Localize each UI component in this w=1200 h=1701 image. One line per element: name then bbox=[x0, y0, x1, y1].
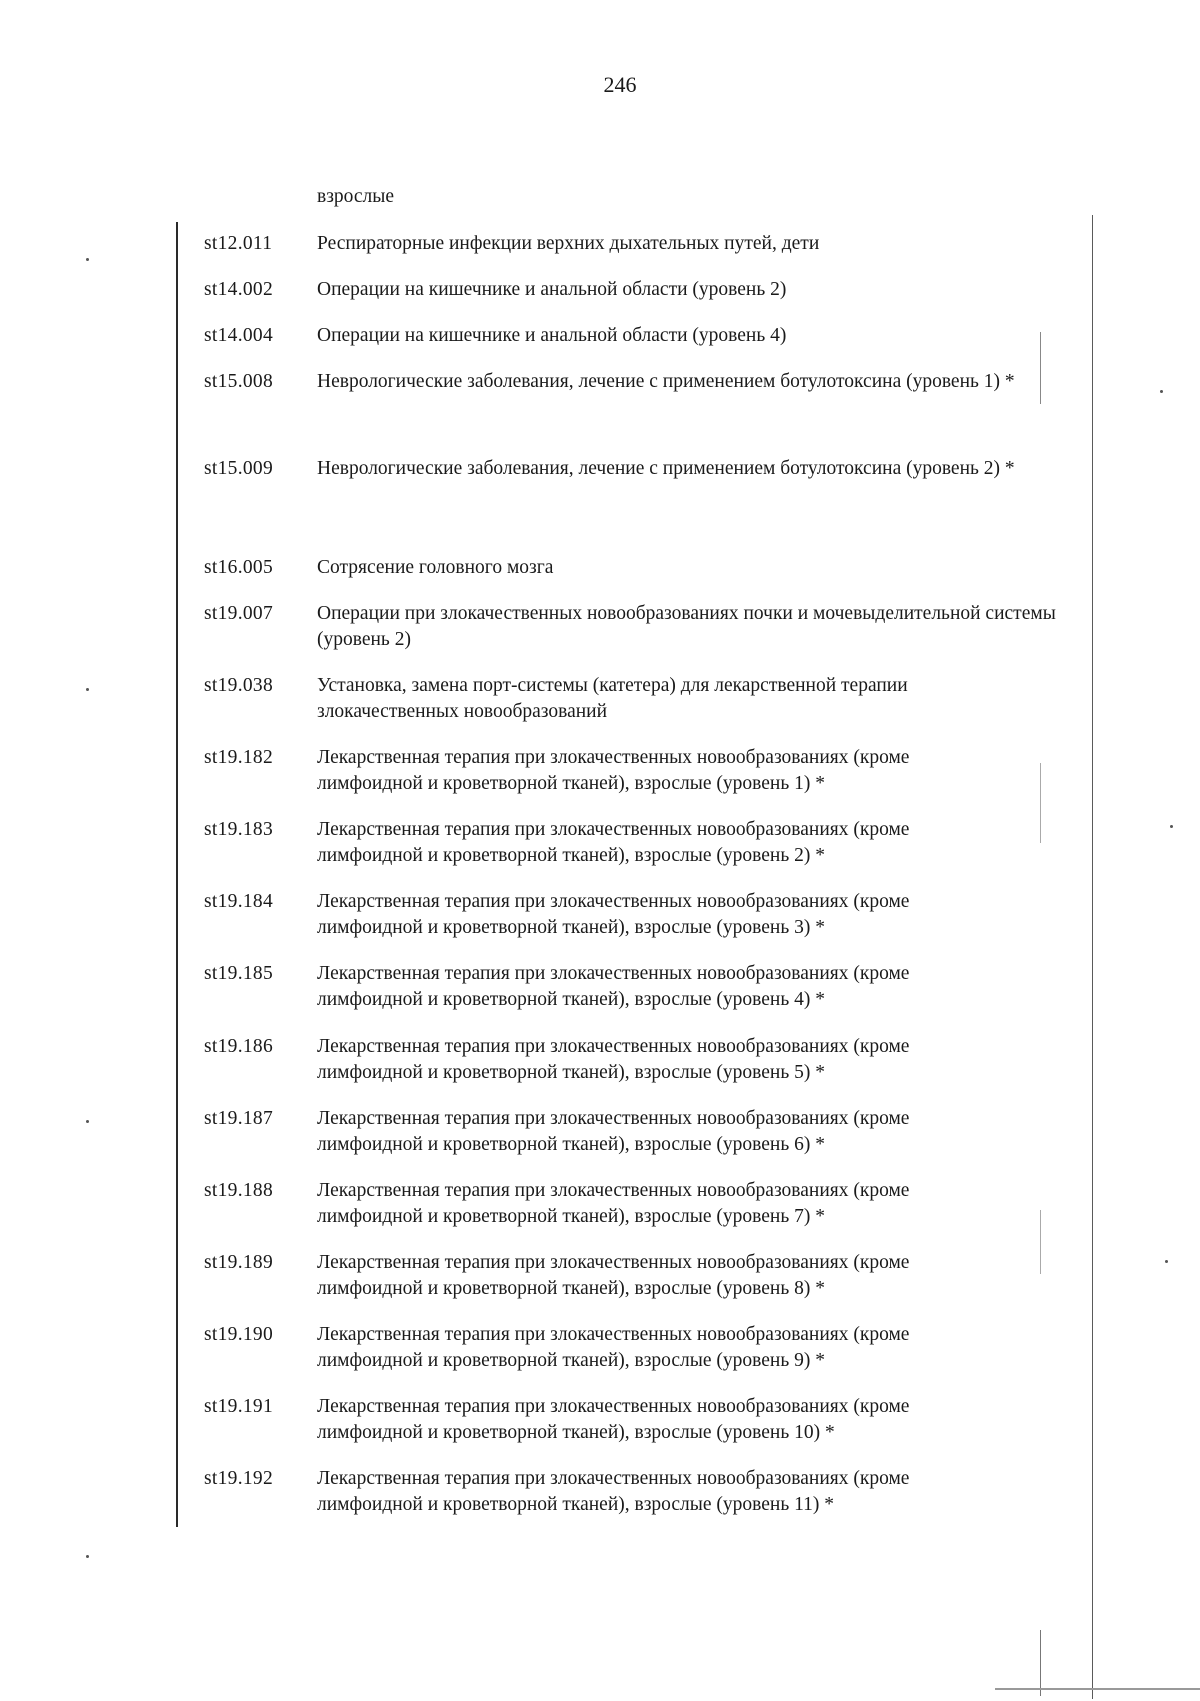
row-code: st14.002 bbox=[204, 279, 274, 300]
row-description: Операции на кишечнике и анальной области (уровень 2) bbox=[317, 279, 787, 300]
row-code: st16.005 bbox=[204, 557, 274, 578]
scan-dot bbox=[86, 688, 89, 691]
row-code: st19.188 bbox=[204, 1180, 274, 1201]
row-code: st14.004 bbox=[204, 325, 274, 346]
scan-mark bbox=[1040, 1630, 1041, 1696]
scan-dot bbox=[86, 258, 89, 261]
row-description: Сотрясение головного мозга bbox=[317, 557, 554, 578]
row-code: st19.189 bbox=[204, 1252, 274, 1273]
scan-mark bbox=[1040, 763, 1041, 843]
row-code: st19.183 bbox=[204, 819, 274, 840]
row-code: st15.008 bbox=[204, 371, 274, 392]
scan-dot bbox=[1170, 825, 1173, 828]
row-code: st19.182 bbox=[204, 747, 274, 768]
row-code: st19.191 bbox=[204, 1396, 274, 1417]
row-code: st19.185 bbox=[204, 963, 274, 984]
row-code: st19.192 bbox=[204, 1468, 274, 1489]
row-code: st15.009 bbox=[204, 458, 274, 479]
row-code: st19.038 bbox=[204, 675, 274, 696]
row-description: Операции при злокачественных новообразованиях почки и мочевыделительной системы (уровень 2) bbox=[317, 603, 1056, 650]
row-description: Неврологические заболевания, лечение с применением ботулотоксина (уровень 2) * bbox=[317, 458, 1015, 479]
left-table-border bbox=[176, 222, 178, 1527]
row-code: st19.187 bbox=[204, 1108, 274, 1129]
row-description: Лекарственная терапия при злокачественных новообразованиях (кроме лимфоидной и кроветворной тканей), взрослые (уровень 10) * bbox=[317, 1396, 910, 1443]
row-description: Неврологические заболевания, лечение с применением ботулотоксина (уровень 1) * bbox=[317, 371, 1015, 392]
row-description: Лекарственная терапия при злокачественных новообразованиях (кроме лимфоидной и кроветворной тканей), взрослые (уровень 6) * bbox=[317, 1108, 910, 1155]
page-number: 246 bbox=[603, 72, 637, 97]
continuation-text: взрослые bbox=[317, 186, 395, 207]
scan-dot bbox=[86, 1120, 89, 1123]
row-description: Лекарственная терапия при злокачественных новообразованиях (кроме лимфоидной и кроветворной тканей), взрослые (уровень 8) * bbox=[317, 1252, 910, 1299]
scan-dot bbox=[86, 1555, 89, 1558]
right-table-border bbox=[1092, 215, 1093, 1699]
row-description: Операции на кишечнике и анальной области (уровень 4) bbox=[317, 325, 787, 346]
row-description: Лекарственная терапия при злокачественных новообразованиях (кроме лимфоидной и кроветворной тканей), взрослые (уровень 2) * bbox=[317, 819, 910, 866]
row-description: Лекарственная терапия при злокачественных новообразованиях (кроме лимфоидной и кроветворной тканей), взрослые (уровень 4) * bbox=[317, 963, 910, 1010]
row-code: st19.190 bbox=[204, 1324, 274, 1345]
row-description: Лекарственная терапия при злокачественных новообразованиях (кроме лимфоидной и кроветворной тканей), взрослые (уровень 11) * bbox=[317, 1468, 910, 1515]
scan-mark bbox=[995, 1688, 1200, 1690]
row-description: Респираторные инфекции верхних дыхательных путей, дети bbox=[317, 233, 820, 254]
row-code: st19.007 bbox=[204, 603, 274, 624]
row-description: Лекарственная терапия при злокачественных новообразованиях (кроме лимфоидной и кроветворной тканей), взрослые (уровень 7) * bbox=[317, 1180, 910, 1227]
row-description: Лекарственная терапия при злокачественных новообразованиях (кроме лимфоидной и кроветворной тканей), взрослые (уровень 1) * bbox=[317, 747, 910, 794]
row-description: Лекарственная терапия при злокачественных новообразованиях (кроме лимфоидной и кроветворной тканей), взрослые (уровень 3) * bbox=[317, 891, 910, 938]
row-description: Лекарственная терапия при злокачественных новообразованиях (кроме лимфоидной и кроветворной тканей), взрослые (уровень 9) * bbox=[317, 1324, 910, 1371]
scan-dot bbox=[1160, 390, 1163, 393]
row-code: st19.184 bbox=[204, 891, 274, 912]
row-code: st19.186 bbox=[204, 1036, 274, 1057]
scan-dot bbox=[1165, 1260, 1168, 1263]
row-code: st12.011 bbox=[204, 233, 273, 254]
row-description: Установка, замена порт-системы (катетера) для лекарственной терапии злокачественных новообразований bbox=[317, 675, 908, 722]
scan-mark bbox=[1040, 1210, 1041, 1274]
row-description: Лекарственная терапия при злокачественных новообразованиях (кроме лимфоидной и кроветворной тканей), взрослые (уровень 5) * bbox=[317, 1036, 910, 1083]
